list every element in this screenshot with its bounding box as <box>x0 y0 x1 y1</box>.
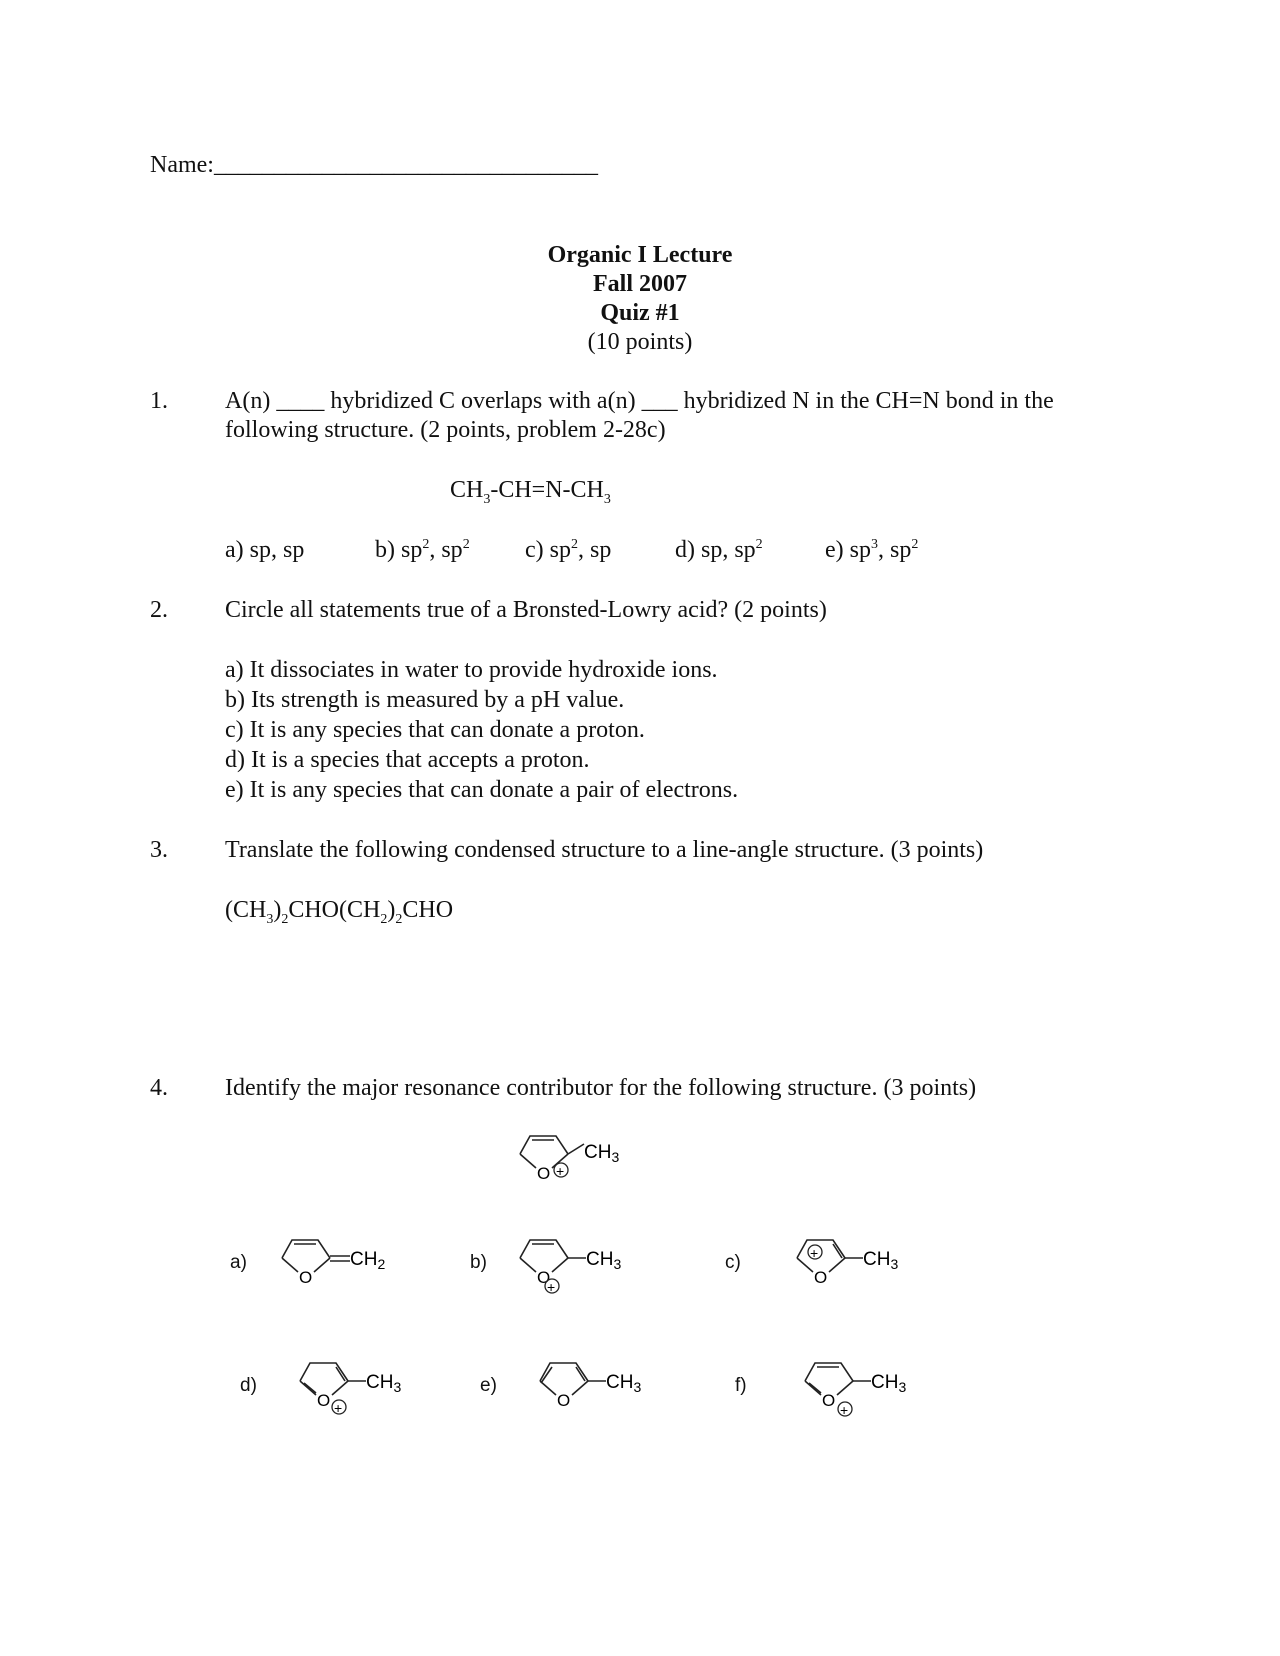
term: Fall 2007 <box>593 271 687 297</box>
charge-symbol: + <box>810 1245 819 1261</box>
charge-symbol: + <box>334 1400 343 1416</box>
q3-formula-part: (CH <box>225 897 267 923</box>
q1-option-text: c) sp <box>525 537 571 563</box>
q4-option-e-label[interactable]: e) <box>480 1375 497 1396</box>
methyl-label: $CH_3$ <box>863 1249 899 1272</box>
q3-formula-sub: 3 <box>266 911 274 927</box>
q4-option-a-label[interactable]: a) <box>230 1252 247 1273</box>
q4-option-b-label[interactable]: b) <box>470 1252 487 1273</box>
q1-option-sup: 2 <box>570 537 578 552</box>
q3-formula-part: ) <box>273 897 282 923</box>
oxygen-label: O <box>814 1268 828 1287</box>
q1-option-text: b) sp <box>375 537 423 563</box>
q1-option-b[interactable] <box>375 535 470 565</box>
q2-option-c[interactable]: c) It is any species that can donate a proton. <box>225 717 645 743</box>
furan-ring-icon <box>282 1240 350 1272</box>
q2-option-a[interactable]: a) It dissociates in water to provide hydroxide ions. <box>225 657 718 683</box>
q1-line2: following structure. (2 points, problem 2-28c) <box>225 417 666 443</box>
q2-number: 2. <box>150 597 168 623</box>
q1-formula-part: CH <box>450 477 484 503</box>
q3-formula-part: CHO(CH <box>288 897 381 923</box>
q4-option-b-structure[interactable] <box>518 1232 638 1297</box>
q1-line1: A(n) ____ hybridized C overlaps with a(n) ___ hybridized N in the CH=N bond in the <box>225 388 1054 414</box>
methyl-label: $CH_3$ <box>871 1372 907 1395</box>
q2-question: Circle all statements true of a Bronsted-Lowry acid? (2 points) <box>225 597 827 623</box>
name-label-text: Name: <box>150 152 214 178</box>
q1-option-d[interactable] <box>675 535 763 565</box>
q3-formula-part: CHO <box>402 897 454 923</box>
q3-formula-sub: 2 <box>395 911 403 927</box>
q4-option-f-structure[interactable] <box>803 1355 923 1420</box>
name-label <box>150 150 598 180</box>
q1-option-sup: 2 <box>911 537 919 552</box>
charge-symbol: + <box>840 1402 849 1418</box>
oxygen-label: O <box>537 1268 551 1287</box>
q1-option-text: e) sp <box>825 537 871 563</box>
q4-question: Identify the major resonance contributor for the following structure. (3 points) <box>225 1075 977 1101</box>
oxygen-label: O <box>299 1268 313 1287</box>
q4-option-c-structure[interactable] <box>795 1232 915 1292</box>
q1-option-text: , sp <box>577 537 612 563</box>
q3-formula-sub: 2 <box>380 911 388 927</box>
q1-formula-sub: 3 <box>603 491 611 507</box>
oxygen-label: O <box>822 1391 836 1410</box>
furan-ring-icon <box>300 1363 366 1395</box>
q1-option-text: d) sp, sp <box>675 537 756 563</box>
methyl-label: $CH_3$ <box>586 1249 622 1272</box>
furan-ring-icon <box>540 1363 606 1395</box>
q4-main-structure <box>518 1128 638 1188</box>
q4-option-a-structure[interactable] <box>280 1232 400 1292</box>
furan-ring-icon <box>797 1240 863 1272</box>
q4-number: 4. <box>150 1075 168 1101</box>
charge-symbol: + <box>556 1163 565 1179</box>
methylene-label: $CH_2$ <box>350 1249 386 1272</box>
charge-symbol: + <box>547 1279 556 1295</box>
q4-option-f-label[interactable]: f) <box>735 1375 747 1396</box>
oxygen-label: O <box>557 1391 571 1410</box>
q3-formula <box>225 895 453 925</box>
methyl-label: $CH_3$ <box>606 1372 642 1395</box>
q1-option-sup: 2 <box>755 537 763 552</box>
q1-option-sup: 2 <box>462 537 470 552</box>
q1-option-c[interactable] <box>525 535 611 565</box>
methyl-label: $CH_3$ <box>366 1372 402 1395</box>
name-blank-line[interactable]: ________________________________ <box>213 152 598 178</box>
q1-option-text: , sp <box>429 537 463 563</box>
q4-option-d-structure[interactable] <box>298 1355 418 1420</box>
q3-formula-sub: 2 <box>281 911 289 927</box>
q4-option-c-label[interactable]: c) <box>725 1252 741 1273</box>
q1-option-sup: 2 <box>422 537 430 552</box>
q4-option-e-structure[interactable] <box>538 1355 658 1415</box>
q2-option-d[interactable]: d) It is a species that accepts a proton. <box>225 747 590 773</box>
methyl-label: $CH_3$ <box>584 1142 620 1165</box>
oxygen-label: O <box>537 1164 551 1183</box>
furan-ring-icon <box>805 1363 871 1395</box>
q1-number: 1. <box>150 388 168 414</box>
total-points: (10 points) <box>587 329 693 355</box>
q1-option-text: , sp <box>877 537 912 563</box>
furan-ring-icon <box>520 1240 586 1272</box>
q3-formula-part: ) <box>387 897 396 923</box>
furan-ring-icon <box>520 1136 584 1168</box>
quiz-title: Quiz #1 <box>600 300 680 326</box>
oxygen-label: O <box>317 1391 331 1410</box>
q4-option-d-label[interactable]: d) <box>240 1375 257 1396</box>
course-title: Organic I Lecture <box>547 242 733 268</box>
q3-number: 3. <box>150 837 168 863</box>
q1-option-sup: 3 <box>870 537 878 552</box>
q1-option-e[interactable] <box>825 535 918 565</box>
q2-option-b[interactable]: b) Its strength is measured by a pH value. <box>225 687 625 713</box>
q1-formula-sub: 3 <box>483 491 491 507</box>
q1-option-text: a) sp, sp <box>225 537 305 563</box>
q3-question: Translate the following condensed structure to a line-angle structure. (3 points) <box>225 837 984 863</box>
q1-formula-part: -CH=N-CH <box>490 477 604 503</box>
q1-option-a[interactable] <box>225 535 304 565</box>
q1-formula <box>450 475 611 505</box>
q2-option-e[interactable]: e) It is any species that can donate a pair of electrons. <box>225 777 739 803</box>
